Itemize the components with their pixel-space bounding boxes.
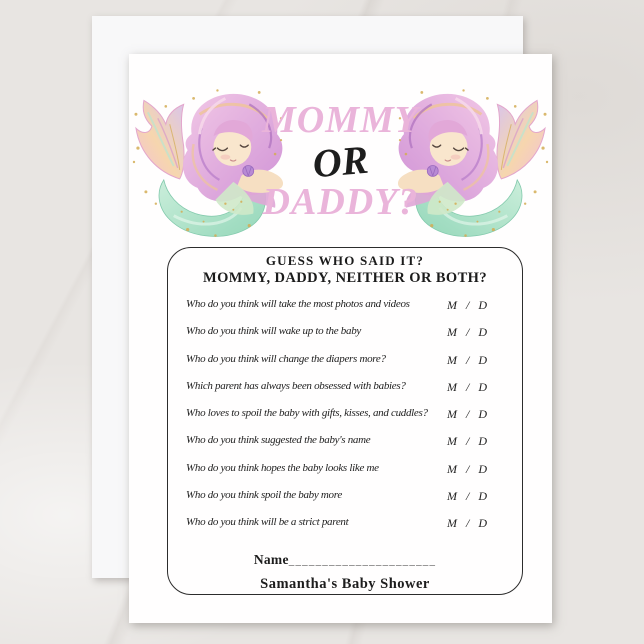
question-text: Who loves to spoil the baby with gifts, kisses, and cuddles? (186, 407, 428, 420)
answer-options: M / D (447, 325, 487, 340)
question-row (186, 407, 502, 434)
question-row (186, 516, 502, 543)
question-text: Who do you think will change the diapers more? (186, 352, 386, 365)
question-text: Who do you think will wake up to the baby (186, 325, 361, 338)
answer-options: M / D (447, 352, 487, 367)
answer-options: M / D (447, 407, 487, 422)
answer-options: M / D (447, 516, 487, 531)
title-word-daddy: DADDY? (262, 181, 419, 223)
answer-options: M / D (447, 379, 487, 394)
answer-options: M / D (447, 298, 487, 312)
question-text: Who do you think will take the most photos and videos (186, 298, 410, 310)
question-text: Who do you think hopes the baby looks like me (186, 461, 379, 474)
answer-options: M / D (447, 489, 487, 504)
question-text: Which parent has always been obsessed with babies? (186, 379, 406, 392)
question-list (186, 298, 502, 544)
question-row (186, 298, 502, 325)
question-row (186, 325, 502, 352)
answer-options: M / D (447, 434, 487, 449)
question-row (186, 462, 502, 489)
event-name: Samantha's Baby Shower (260, 576, 430, 592)
name-entry-line (168, 551, 522, 569)
baby-shower-game-card (129, 54, 552, 623)
question-row (186, 353, 502, 380)
name-label: Name (253, 552, 289, 567)
question-row (186, 380, 502, 407)
name-blank-line: ______________________ (288, 555, 437, 567)
game-heading-line1: GUESS WHO SAID IT? (265, 253, 425, 268)
question-text: Who do you think spoil the baby more (186, 489, 342, 502)
question-box (167, 247, 523, 595)
answer-options: M / D (447, 461, 487, 476)
game-heading-line2: MOMMY, DADDY, NEITHER OR BOTH? (202, 270, 488, 286)
title-word-mommy: MOMMY (261, 99, 420, 141)
question-text: Who do you think will be a strict parent (186, 516, 349, 529)
question-text: Who do you think suggested the baby's name (186, 434, 371, 447)
question-row (186, 434, 502, 461)
question-row (186, 489, 502, 516)
title-word-or: OR (310, 136, 371, 187)
